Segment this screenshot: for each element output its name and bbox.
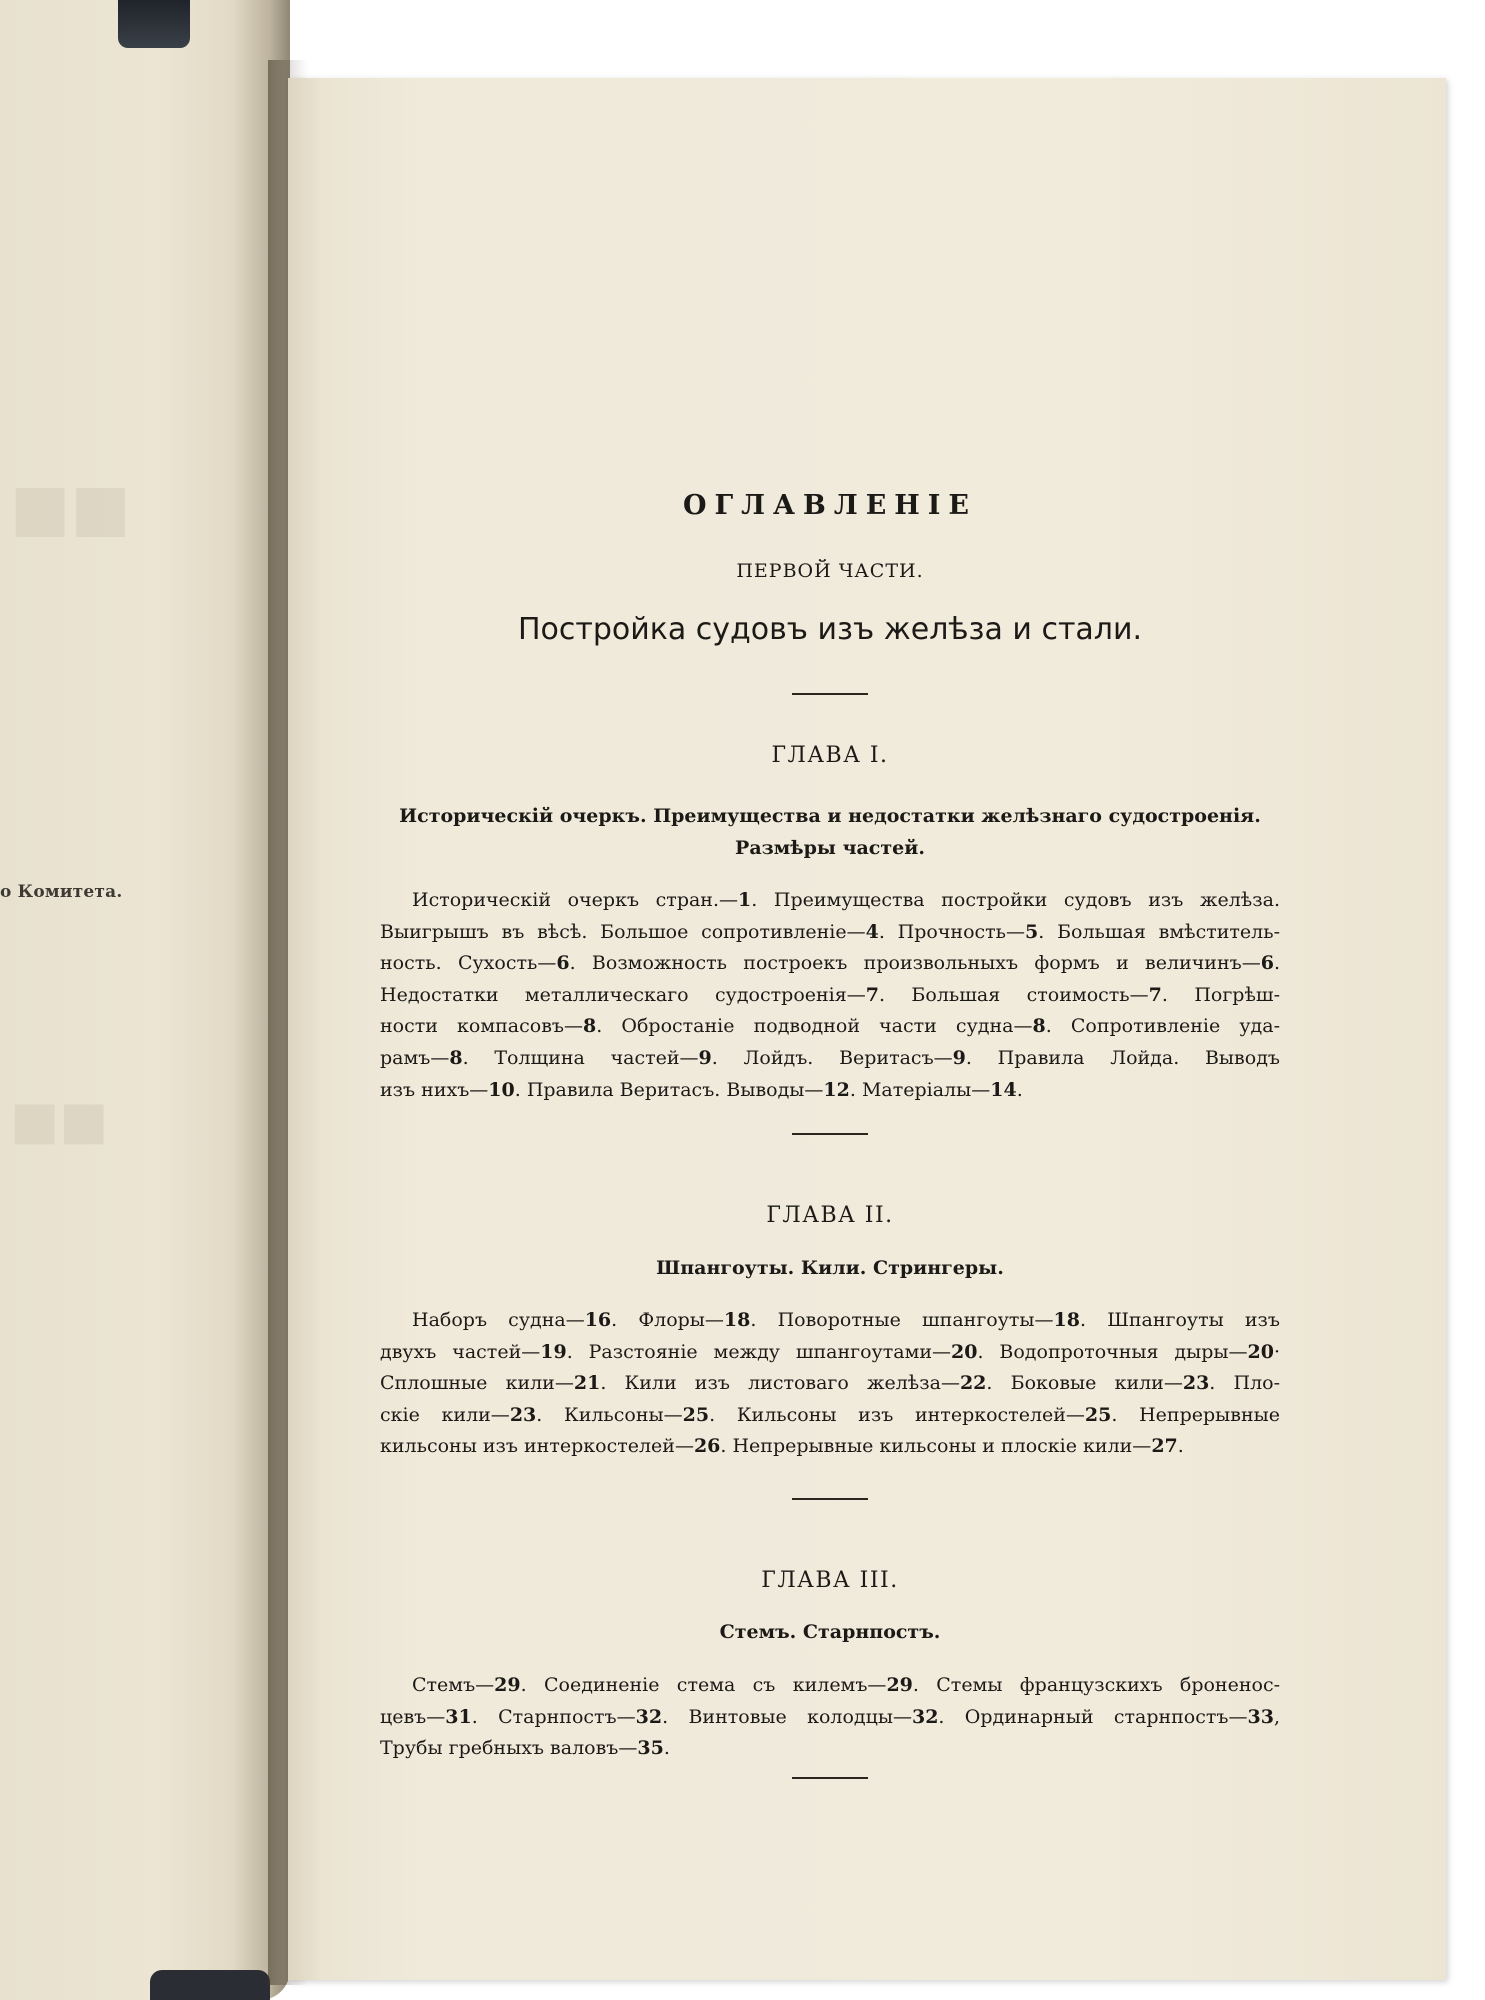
divider-rule — [792, 1777, 868, 1779]
page-number: 25 — [1084, 1403, 1112, 1426]
contents-line — [380, 948, 1280, 980]
contents-text: двухъ частей— — [380, 1340, 541, 1363]
page-number: 5 — [1025, 920, 1039, 943]
chapter-3-contents — [380, 1670, 1280, 1765]
page-number: 4 — [865, 920, 879, 943]
contents-text: · — [1273, 1340, 1280, 1363]
contents-text: . Шпангоуты изъ — [1080, 1309, 1281, 1331]
page-number: 16 — [584, 1309, 612, 1331]
contents-text: . Лойдъ. Веритасъ— — [711, 1046, 953, 1069]
contents-text: . Кильсоны— — [536, 1403, 683, 1426]
contents-line — [380, 1011, 1280, 1043]
contents-text: . Кильсоны изъ интеркостелей— — [709, 1403, 1085, 1426]
contents-text: цевъ— — [380, 1705, 446, 1728]
page-number: 32 — [911, 1705, 939, 1728]
contents-text: Недостатки металлическаго судостроенія— — [380, 983, 866, 1006]
contents-text: Трубы гребныхъ валовъ— — [380, 1737, 638, 1760]
contents-text: . — [1016, 1078, 1023, 1101]
page-number: 33 — [1247, 1705, 1274, 1728]
contents-text: . Соединеніе стема съ килемъ— — [520, 1674, 887, 1696]
page-number: 29 — [494, 1674, 521, 1696]
bleed-through-mark: ■■ — [10, 1090, 109, 1151]
contents-text: изъ нихъ— — [380, 1078, 489, 1101]
contents-text: . Правила Веритасъ. Выводы— — [514, 1078, 824, 1101]
page-number: 23 — [509, 1403, 537, 1426]
page-number: 18 — [723, 1309, 751, 1331]
page-number: 29 — [886, 1674, 913, 1696]
contents-line — [380, 885, 1280, 917]
contents-line — [380, 1305, 1280, 1337]
contents-text: . Стемы французскихъ броненос- — [912, 1674, 1281, 1696]
page-number: 21 — [573, 1372, 601, 1395]
page-number: 8 — [1032, 1015, 1046, 1038]
contents-line — [380, 1043, 1280, 1075]
contents-text: . Прочность— — [878, 920, 1026, 943]
contents-text: ность. Сухость— — [380, 952, 557, 975]
contents-text: ности компасовъ— — [380, 1015, 583, 1038]
chapter-1-title: ГЛАВА I. — [771, 743, 889, 768]
page-number: 9 — [952, 1046, 966, 1069]
contents-line — [380, 980, 1280, 1012]
chapter-1-subtitle-line: Размѣры частей. — [735, 837, 925, 859]
contents-text: . Толщина частей— — [462, 1046, 699, 1069]
contents-line — [380, 1702, 1280, 1734]
contents-text: Историческій очеркъ стран.— — [412, 889, 739, 911]
book-cover-top — [118, 0, 190, 48]
toc-subtitle: ПЕРВОЙ ЧАСТИ. — [736, 560, 924, 582]
contents-text: . Флоры— — [611, 1309, 724, 1331]
contents-text: Сплошные кили— — [380, 1372, 574, 1395]
page-number: 7 — [865, 983, 879, 1006]
divider-rule — [792, 693, 868, 695]
contents-line — [380, 1670, 1280, 1702]
contents-text: скіе кили— — [380, 1403, 510, 1426]
contents-line — [380, 917, 1280, 949]
page-number: 18 — [1053, 1309, 1080, 1331]
page-number: 14 — [990, 1078, 1017, 1101]
page-number: 1 — [738, 889, 752, 911]
toc-heading: Постройка судовъ изъ желѣза и стали. — [517, 612, 1143, 647]
left-page-text: о Комитета. — [0, 882, 123, 902]
bleed-through-mark: ■■ — [10, 470, 131, 545]
page-number: 27 — [1151, 1435, 1178, 1458]
contents-line — [380, 1075, 1280, 1107]
page-number: 35 — [637, 1737, 664, 1760]
contents-text: кильсоны изъ интеркостелей— — [380, 1435, 694, 1458]
chapter-2-subtitle — [380, 1252, 1280, 1284]
contents-text: Выигрышъ въ вѣсѣ. Большое сопротивленіе— — [380, 920, 866, 943]
page-number: 10 — [488, 1078, 515, 1101]
contents-text: . — [1273, 952, 1280, 975]
chapter-2-contents — [380, 1305, 1280, 1463]
page-number: 6 — [1260, 952, 1274, 975]
contents-text: . Большая стоимость— — [878, 983, 1149, 1006]
toc-title: ОГЛАВЛЕНІЕ — [682, 490, 978, 521]
contents-text: , — [1273, 1705, 1280, 1728]
contents-text: . Сопротивленіе уда- — [1045, 1015, 1280, 1038]
divider-rule — [792, 1498, 868, 1500]
contents-line — [380, 1431, 1280, 1463]
chapter-1-contents — [380, 885, 1280, 1106]
contents-line — [380, 1400, 1280, 1432]
contents-text: . — [663, 1737, 670, 1760]
contents-text: . Большая вмѣститель- — [1038, 920, 1280, 943]
contents-text: . Погрѣш- — [1161, 983, 1281, 1006]
page-number: 20 — [1247, 1340, 1274, 1363]
chapter-2-title: ГЛАВА II. — [766, 1203, 894, 1228]
page-number: 31 — [445, 1705, 472, 1728]
contents-text: . Преимущества постройки судовъ изъ желѣза. — [751, 889, 1280, 911]
contents-text: . Боковые кили— — [986, 1372, 1183, 1395]
page-number: 9 — [698, 1046, 712, 1069]
chapter-3-subtitle — [380, 1616, 1280, 1648]
contents-text: . Непрерывные кильсоны и плоскіе кили— — [720, 1435, 1152, 1458]
page-number: 22 — [959, 1372, 987, 1395]
contents-text: . Матеріалы— — [849, 1078, 991, 1101]
chapter-3-subtitle-line: Стемъ. Старнпостъ. — [719, 1621, 941, 1643]
contents-text: . Водопроточныя дыры— — [977, 1340, 1248, 1363]
contents-line — [380, 1337, 1280, 1369]
page-number: 20 — [951, 1340, 978, 1363]
left-page — [0, 0, 290, 2000]
chapter-3-title: ГЛАВА III. — [761, 1568, 899, 1593]
contents-text: Наборъ судна— — [412, 1309, 585, 1331]
contents-text: . Правила Лойда. Выводъ — [965, 1046, 1280, 1069]
contents-text: Стемъ— — [412, 1674, 495, 1696]
page-number: 7 — [1148, 983, 1162, 1006]
contents-line — [380, 1368, 1280, 1400]
page-number: 8 — [583, 1015, 597, 1038]
contents-text: . Кили изъ листоваго желѣза— — [600, 1372, 960, 1395]
chapter-1-subtitle — [380, 800, 1280, 864]
page-number: 12 — [823, 1078, 850, 1101]
contents-text: . Пло- — [1209, 1372, 1281, 1395]
contents-text: . Старнпостъ— — [471, 1705, 636, 1728]
page-number: 8 — [449, 1046, 463, 1069]
page-number: 32 — [635, 1705, 663, 1728]
contents-text: . Поворотные шпангоуты— — [750, 1309, 1054, 1331]
page-number: 26 — [693, 1435, 721, 1458]
contents-text: . Возможность построекъ произвольныхъ формъ и величинъ— — [569, 952, 1261, 975]
page-number: 19 — [540, 1340, 567, 1363]
contents-text: . Ординарный старнпостъ— — [938, 1705, 1248, 1728]
contents-line — [380, 1733, 1280, 1765]
contents-text: . — [1177, 1435, 1184, 1458]
book-cover-bottom — [150, 1970, 270, 2000]
chapter-2-subtitle-line: Шпангоуты. Кили. Стрингеры. — [656, 1257, 1004, 1279]
divider-rule — [792, 1133, 868, 1135]
contents-text: . Непрерывные — [1111, 1403, 1281, 1426]
contents-text: . Разстояніе между шпангоутами— — [566, 1340, 952, 1363]
contents-text: . Винтовые колодцы— — [662, 1705, 912, 1728]
contents-text: . Обростаніе подводной части судна— — [596, 1015, 1033, 1038]
contents-text: рамъ— — [380, 1046, 450, 1069]
page-number: 25 — [682, 1403, 710, 1426]
page-number: 23 — [1182, 1372, 1210, 1395]
chapter-1-subtitle-line: Историческій очеркъ. Преимущества и недостатки желѣзнаго судостроенія. — [399, 805, 1261, 827]
page-number: 6 — [556, 952, 570, 975]
